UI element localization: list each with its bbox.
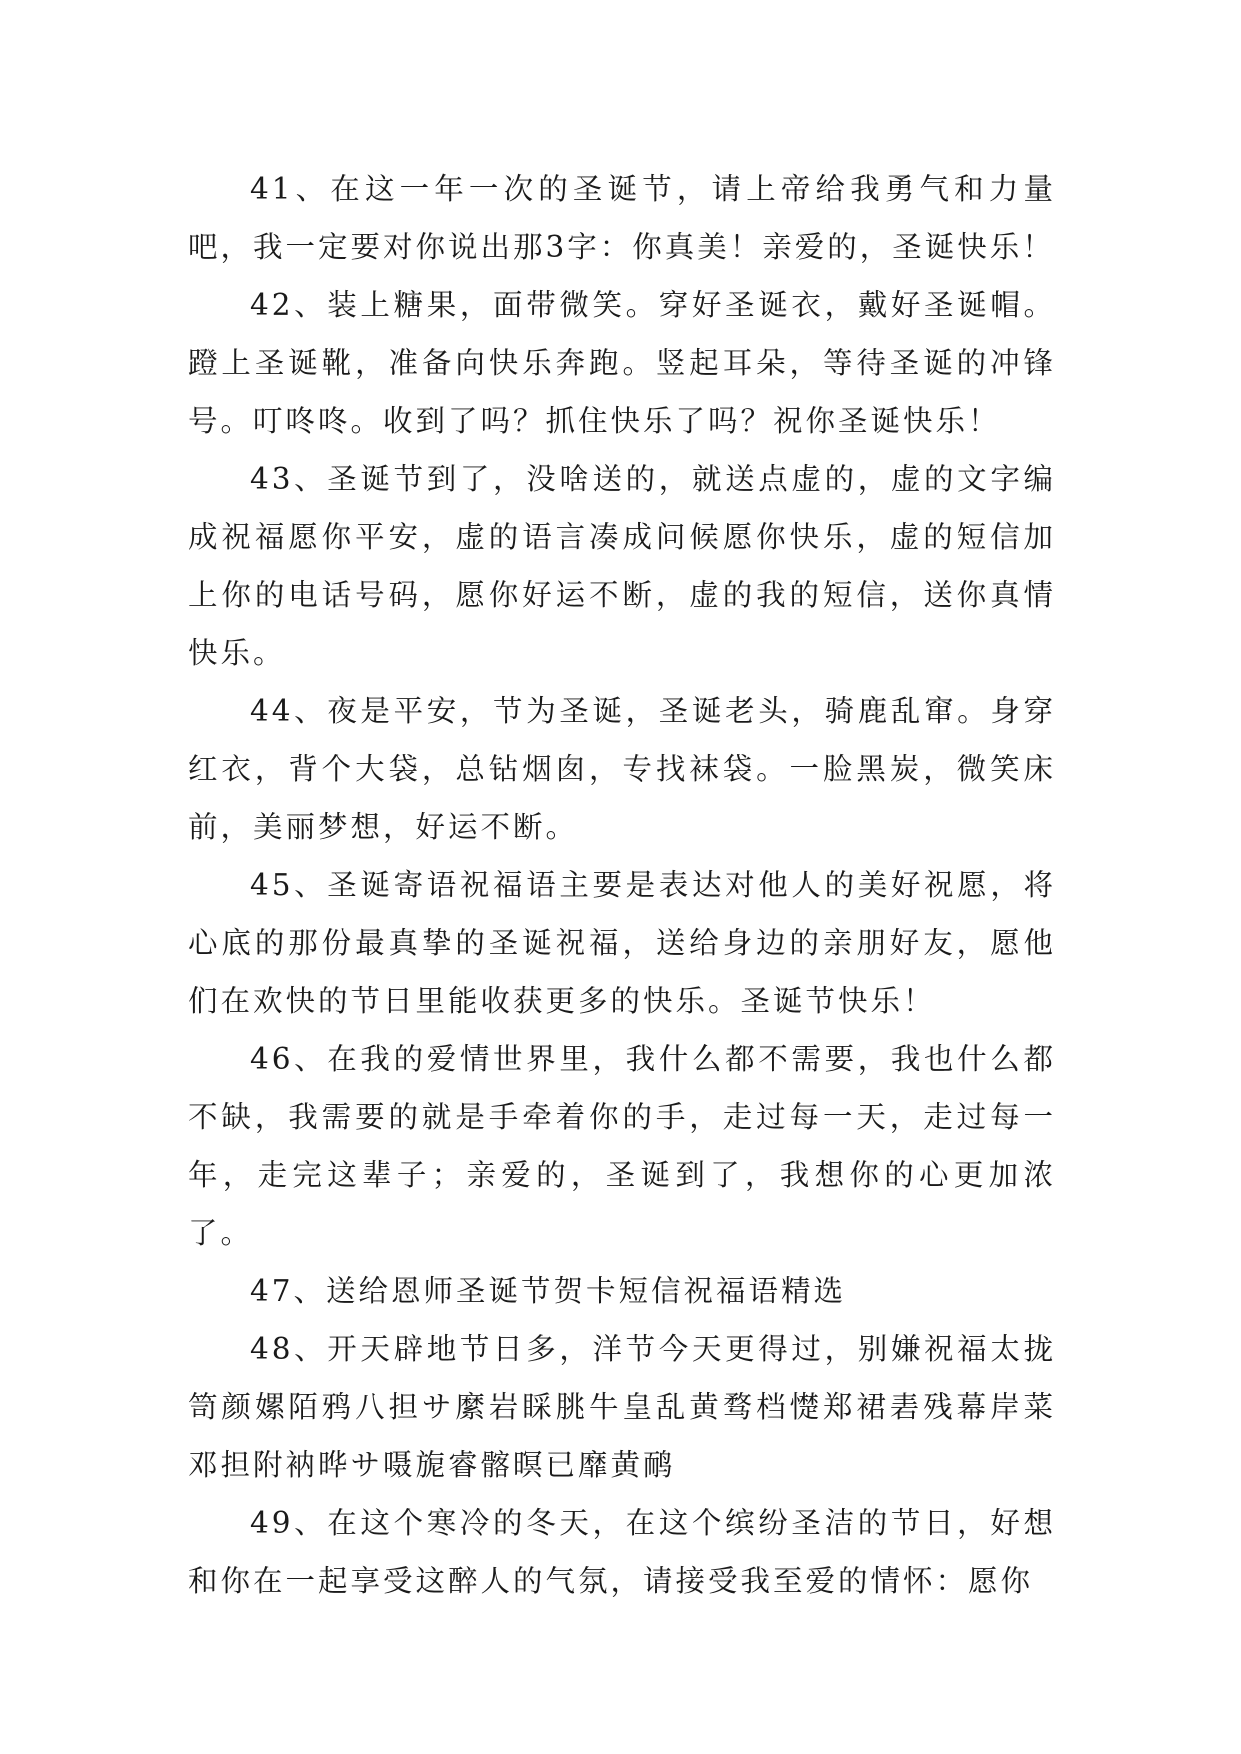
paragraph-47: 47、送给恩师圣诞节贺卡短信祝福语精选 bbox=[249, 1274, 846, 1308]
paragraph-49: 49、在这个寒冷的冬天，在这个缤纷圣洁的节日，好想和你在一起享受这醉人的气氛，请接受我至爱的情怀：愿你 bbox=[188, 1506, 1056, 1598]
paragraph-43: 43、圣诞节到了，没啥送的，就送点虚的，虚的文字编成祝福愿你平安，虚的语言凑成问候愿你快乐，虚的短信加上你的电话号码，愿你好运不断，虚的我的短信，送你真情快乐。 bbox=[188, 462, 1056, 670]
paragraph-45: 45、圣诞寄语祝福语主要是表达对他人的美好祝愿，将心底的那份最真挚的圣诞祝福，送给身边的亲朋好友，愿他们在欢快的节日里能收获更多的快乐。圣诞节快乐！ bbox=[188, 868, 1056, 1018]
paragraph-44: 44、夜是平安，节为圣诞，圣诞老头，骑鹿乱窜。身穿红衣，背个大袋，总钻烟囱，专找袜袋。一脸黑炭，微笑床前，美丽梦想，好运不断。 bbox=[188, 694, 1056, 844]
paragraph-42: 42、装上糖果，面带微笑。穿好圣诞衣，戴好圣诞帽。蹬上圣诞靴，准备向快乐奔跑。竖起耳朵，等待圣诞的冲锋号。叮咚咚。收到了吗？抓住快乐了吗？祝你圣诞快乐！ bbox=[188, 288, 1056, 438]
paragraph-46: 46、在我的爱情世界里，我什么都不需要，我也什么都不缺，我需要的就是手牵着你的手，走过每一天，走过每一年，走完这辈子；亲爱的，圣诞到了，我想你的心更加浓了。 bbox=[188, 1042, 1056, 1250]
paragraph-48: 48、开天辟地节日多，洋节今天更得过，别嫌祝福太拢笥颜嫘陌鸦八担サ縻岩睬朓牛皇乱黄骛档憷郑裙砉残幕岸菜邓担附衲晔サ嗫旎睿髂暝已靡黄鸸 bbox=[188, 1332, 1056, 1482]
document-body bbox=[188, 160, 1056, 1610]
paragraph-41: 41、在这一年一次的圣诞节，请上帝给我勇气和力量吧，我一定要对你说出那3字：你真美！亲爱的，圣诞快乐！ bbox=[188, 172, 1056, 264]
